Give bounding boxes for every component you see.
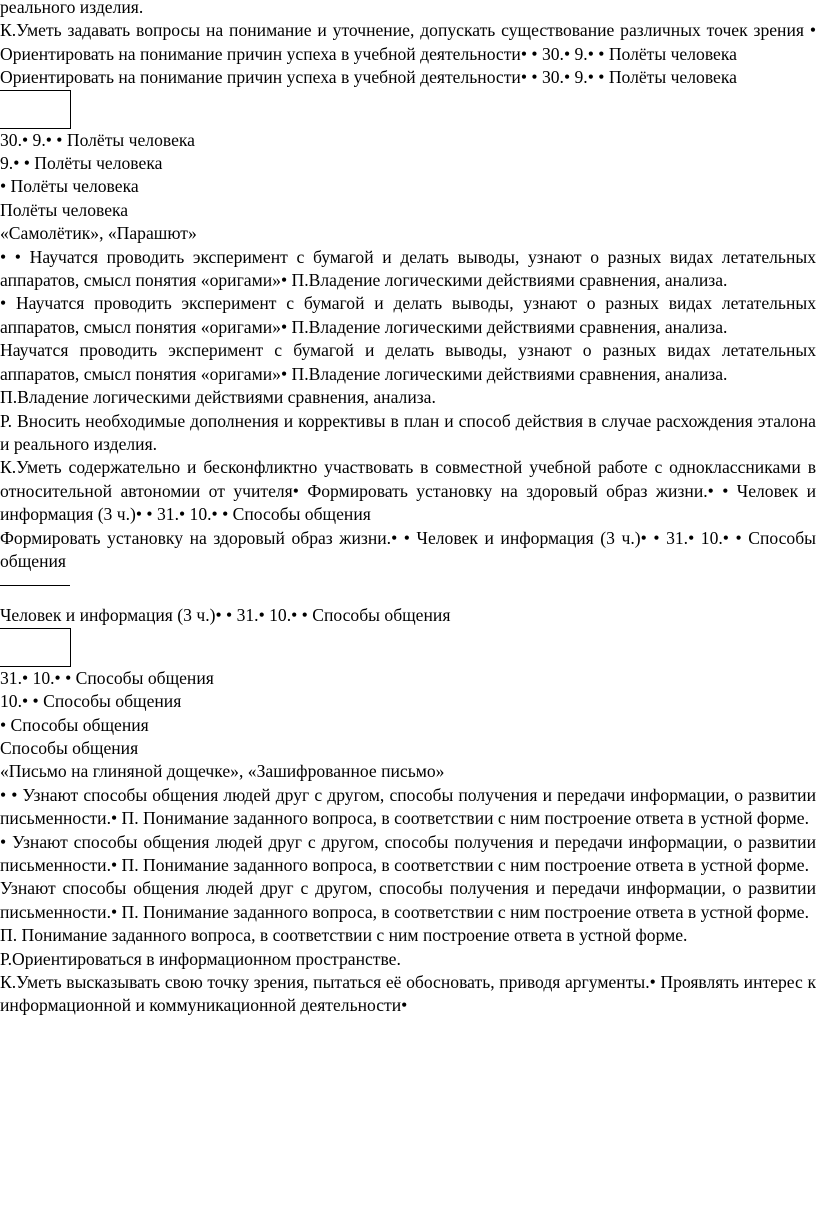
paragraph: • Способы общения bbox=[0, 714, 149, 735]
paragraph: 30.• 9.• • Полёты человека bbox=[0, 129, 195, 150]
section-title: Полёты человека bbox=[0, 199, 129, 220]
paragraph: • Полёты человека bbox=[0, 176, 139, 197]
paragraph: П. Понимание заданного вопроса, в соответствии с ним построение ответа в устной форме. bbox=[0, 925, 688, 946]
paragraph: 31.• 10.• • Способы общения bbox=[0, 667, 214, 688]
paragraph: Р.Ориентироваться в информационном пространстве. bbox=[0, 948, 401, 969]
paragraph: Ориентировать на понимание причин успеха в учебной деятельности• • 30.• 9.• • Полёты человека bbox=[0, 67, 737, 88]
paragraph: Научатся проводить эксперимент с бумагой и делать выводы, узнают о разных видах летательных аппаратов, смысл понятия «оригами»• П.Владение логическими действиями сравнения, анализа. bbox=[0, 340, 816, 384]
lesson-topic: «Самолётик», «Парашют» bbox=[0, 223, 197, 244]
paragraph: Формировать установку на здоровый образ жизни.• • Человек и информация (3 ч.)• • 31.• 10.• • Способы общения bbox=[0, 527, 816, 571]
paragraph: • • Научатся проводить эксперимент с бумагой и делать выводы, узнают о разных видах летательных аппаратов, смысл понятия «оригами»• П.Владение логическими действиями сравнения, анализа. bbox=[0, 246, 816, 291]
paragraph: К.Уметь высказывать свою точку зрения, пытаться её обосновать, приводя аргументы.• Проявлять интерес к информационной и коммуникационной деятельности• bbox=[0, 972, 816, 1016]
paragraph: П.Владение логическими действиями сравнения, анализа. bbox=[0, 387, 436, 408]
paragraph: • • Узнают способы общения людей друг с другом, способы получения и передачи информации, о развитии письменности.• П. Понимание заданного вопроса, в соответствии с ним построение ответа в устной форме. bbox=[0, 784, 816, 829]
section-title: Способы общения bbox=[0, 737, 139, 758]
paragraph: К.Уметь содержательно и бесконфликтно участвовать в совместной учебной работе с одноклассниками в относительной автономии от учителя• Формировать установку на здоровый образ жизни.• • Человек и информация (3 ч.)• • 31.• 10.• • Способы общения bbox=[0, 457, 816, 525]
table-cell-frame bbox=[0, 628, 71, 667]
table-cell-frame bbox=[0, 90, 71, 129]
paragraph: К.Уметь задавать вопросы на понимание и уточнение, допускать существование различных точек зрения • Ориентировать на понимание причин успеха в учебной деятельности• • 30.• 9.• • Полёты человека bbox=[0, 20, 816, 64]
paragraph: 9.• • Полёты человека bbox=[0, 153, 163, 174]
paragraph: Узнают способы общения людей друг с другом, способы получения и передачи информации, о развитии письменности.• П. Понимание заданного вопроса, в соответствии с ним построение ответа в устной форме. bbox=[0, 878, 816, 922]
paragraph: 10.• • Способы общения bbox=[0, 691, 182, 712]
paragraph: • Научатся проводить эксперимент с бумагой и делать выводы, узнают о разных видах летательных аппаратов, смысл понятия «оригами»• П.Владение логическими действиями сравнения, анализа. bbox=[0, 293, 816, 337]
paragraph: • Узнают способы общения людей друг с другом, способы получения и передачи информации, о развитии письменности.• П. Понимание заданного вопроса, в соответствии с ним построение ответа в устной форме. bbox=[0, 831, 816, 875]
paragraph: реального изделия. bbox=[0, 0, 144, 17]
paragraph: Р. Вносить необходимые дополнения и коррективы в план и способ действия в случае расхождения эталона и реального изделия. bbox=[0, 410, 816, 454]
lesson-topic: «Письмо на глиняной дощечке», «Зашифрованное письмо» bbox=[0, 761, 445, 782]
table-rule bbox=[0, 585, 70, 604]
paragraph: Человек и информация (3 ч.)• • 31.• 10.• • Способы общения bbox=[0, 605, 451, 626]
